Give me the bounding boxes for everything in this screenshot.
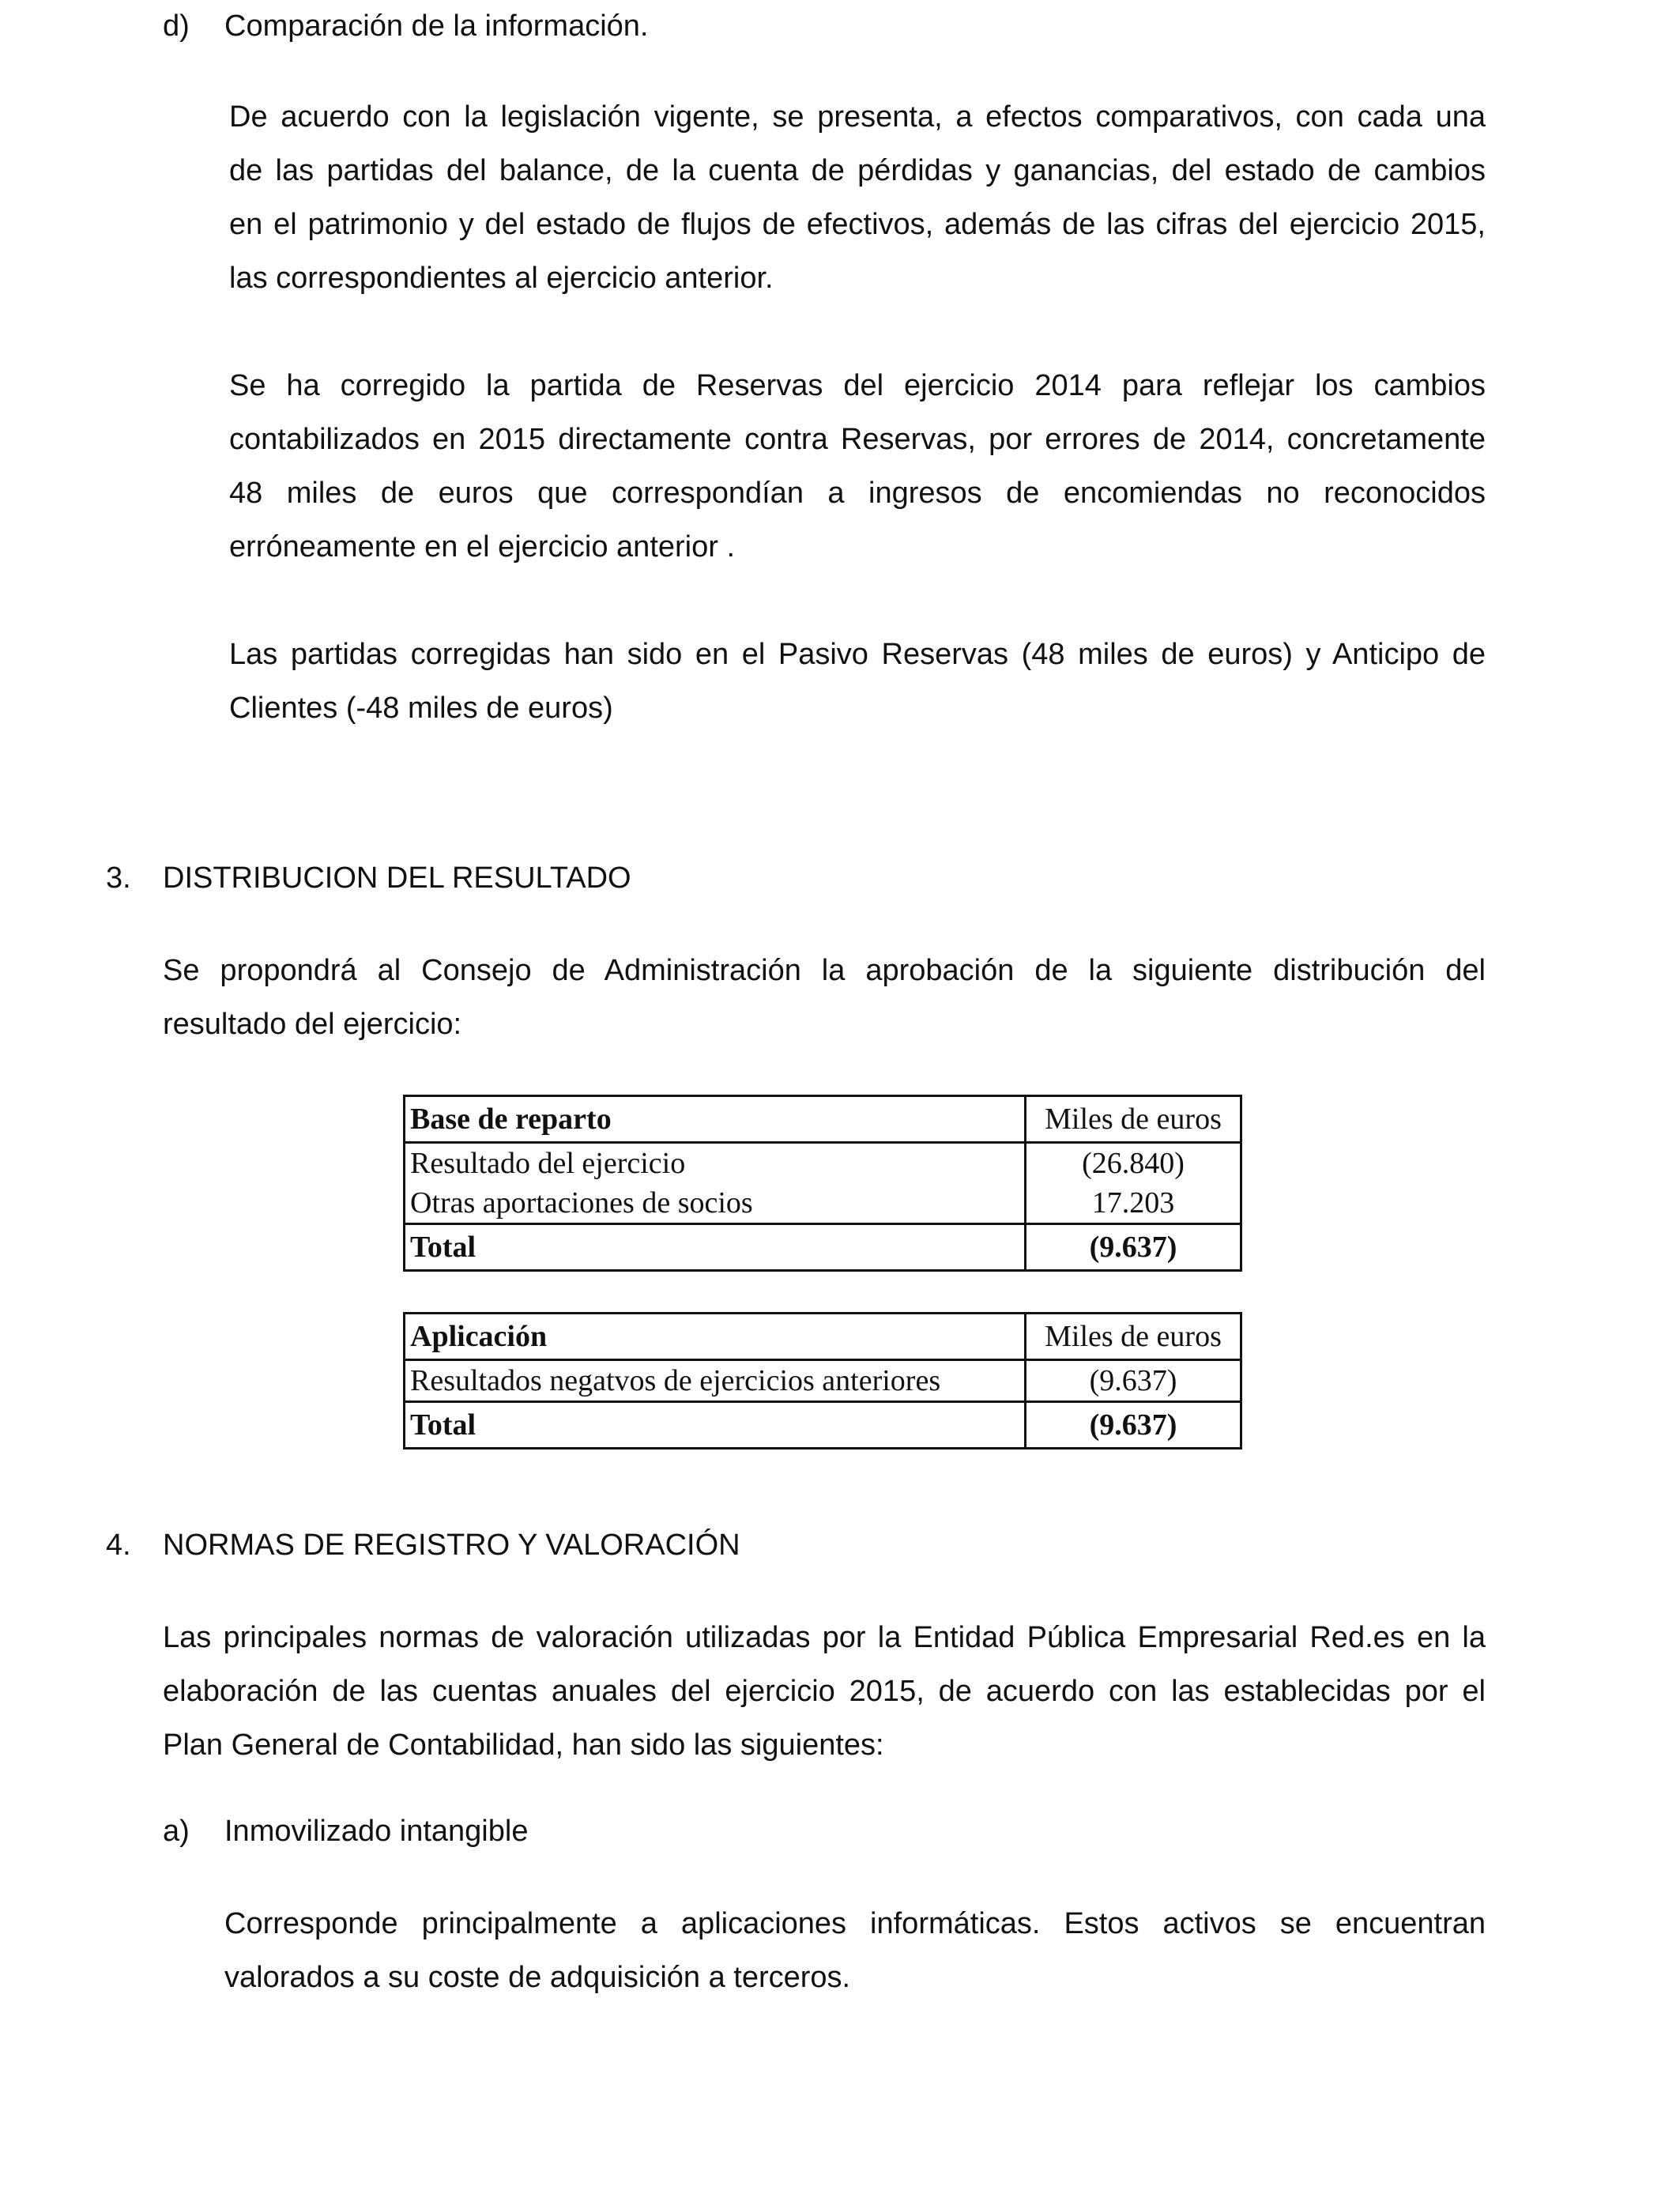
text-line: Las partidas corregidas han sido en el Pasivo Reservas (48 miles de euros) y Anticipo de xyxy=(229,638,1486,671)
text-line: Clientes (-48 miles de euros) xyxy=(229,692,613,725)
section-4a-title: Inmovilizado intangible xyxy=(224,1815,529,1848)
table-cell-label: Otras aportaciones de socios xyxy=(405,1183,1026,1224)
distribution-base-table xyxy=(403,1095,1242,1272)
section-d-paragraph-2 xyxy=(229,359,1486,574)
text-line: elaboración de las cuentas anuales del ejercicio 2015, de acuerdo con las establecidas por el xyxy=(163,1675,1486,1708)
table-total-label: Total xyxy=(405,1224,1026,1271)
section-4-number: 4. xyxy=(106,1529,131,1562)
table-header-unit: Miles de euros xyxy=(1026,1314,1241,1360)
section-3-intro xyxy=(163,944,1486,1051)
table-cell-label: Resultado del ejercicio xyxy=(405,1143,1026,1184)
table-header-label: Aplicación xyxy=(405,1314,1026,1360)
text-line: Plan General de Contabilidad, han sido las siguientes: xyxy=(163,1728,884,1762)
section-4-intro xyxy=(163,1611,1486,1772)
table-header-unit: Miles de euros xyxy=(1026,1096,1241,1143)
text-line: las correspondientes al ejercicio anterior. xyxy=(229,262,774,295)
text-line: Corresponde principalmente a aplicaciones informáticas. Estos activos se encuentran xyxy=(224,1907,1486,1940)
table-cell-value: (26.840) xyxy=(1026,1143,1241,1184)
section-d-marker: d) xyxy=(163,9,190,43)
distribution-aplicacion-table xyxy=(403,1312,1242,1449)
section-d-paragraph-3 xyxy=(229,628,1486,735)
text-line: de las partidas del balance, de la cuenta de pérdidas y ganancias, del estado de cambios xyxy=(229,154,1486,187)
table-total-value: (9.637) xyxy=(1026,1224,1241,1271)
table-total-value: (9.637) xyxy=(1026,1402,1241,1449)
section-d-paragraph-1 xyxy=(229,90,1486,305)
table-cell-label: Resultados negatvos de ejercicios anteriores xyxy=(405,1360,1026,1402)
section-3-title: DISTRIBUCION DEL RESULTADO xyxy=(163,861,631,895)
text-line: en el patrimonio y del estado de flujos de efectivos, además de las cifras del ejercicio 2015, xyxy=(229,208,1486,241)
section-4-title: NORMAS DE REGISTRO Y VALORACIÓN xyxy=(163,1529,740,1562)
section-d-title: Comparación de la información. xyxy=(224,9,649,43)
text-line: Se propondrá al Consejo de Administración la aprobación de la siguiente distribución del xyxy=(163,954,1486,987)
text-line: resultado del ejercicio: xyxy=(163,1008,462,1041)
text-line: 48 miles de euros que correspondían a ingresos de encomiendas no reconocidos xyxy=(229,477,1486,510)
text-line: contabilizados en 2015 directamente contra Reservas, por errores de 2014, concretamente xyxy=(229,423,1486,456)
section-3-number: 3. xyxy=(106,861,131,895)
text-line: Las principales normas de valoración utilizadas por la Entidad Pública Empresarial Red.es en la xyxy=(163,1621,1486,1654)
table-cell-value: (9.637) xyxy=(1026,1360,1241,1402)
text-line: valorados a su coste de adquisición a terceros. xyxy=(224,1961,851,1994)
section-4a-marker: a) xyxy=(163,1815,190,1848)
text-line: erróneamente en el ejercicio anterior . xyxy=(229,530,736,564)
table-header-label: Base de reparto xyxy=(405,1096,1026,1143)
table-cell-value: 17.203 xyxy=(1026,1183,1241,1224)
text-line: Se ha corregido la partida de Reservas del ejercicio 2014 para reflejar los cambios xyxy=(229,369,1486,402)
text-line: De acuerdo con la legislación vigente, se presenta, a efectos comparativos, con cada una xyxy=(229,100,1486,134)
section-4a-paragraph xyxy=(224,1897,1486,2004)
table-total-label: Total xyxy=(405,1402,1026,1449)
